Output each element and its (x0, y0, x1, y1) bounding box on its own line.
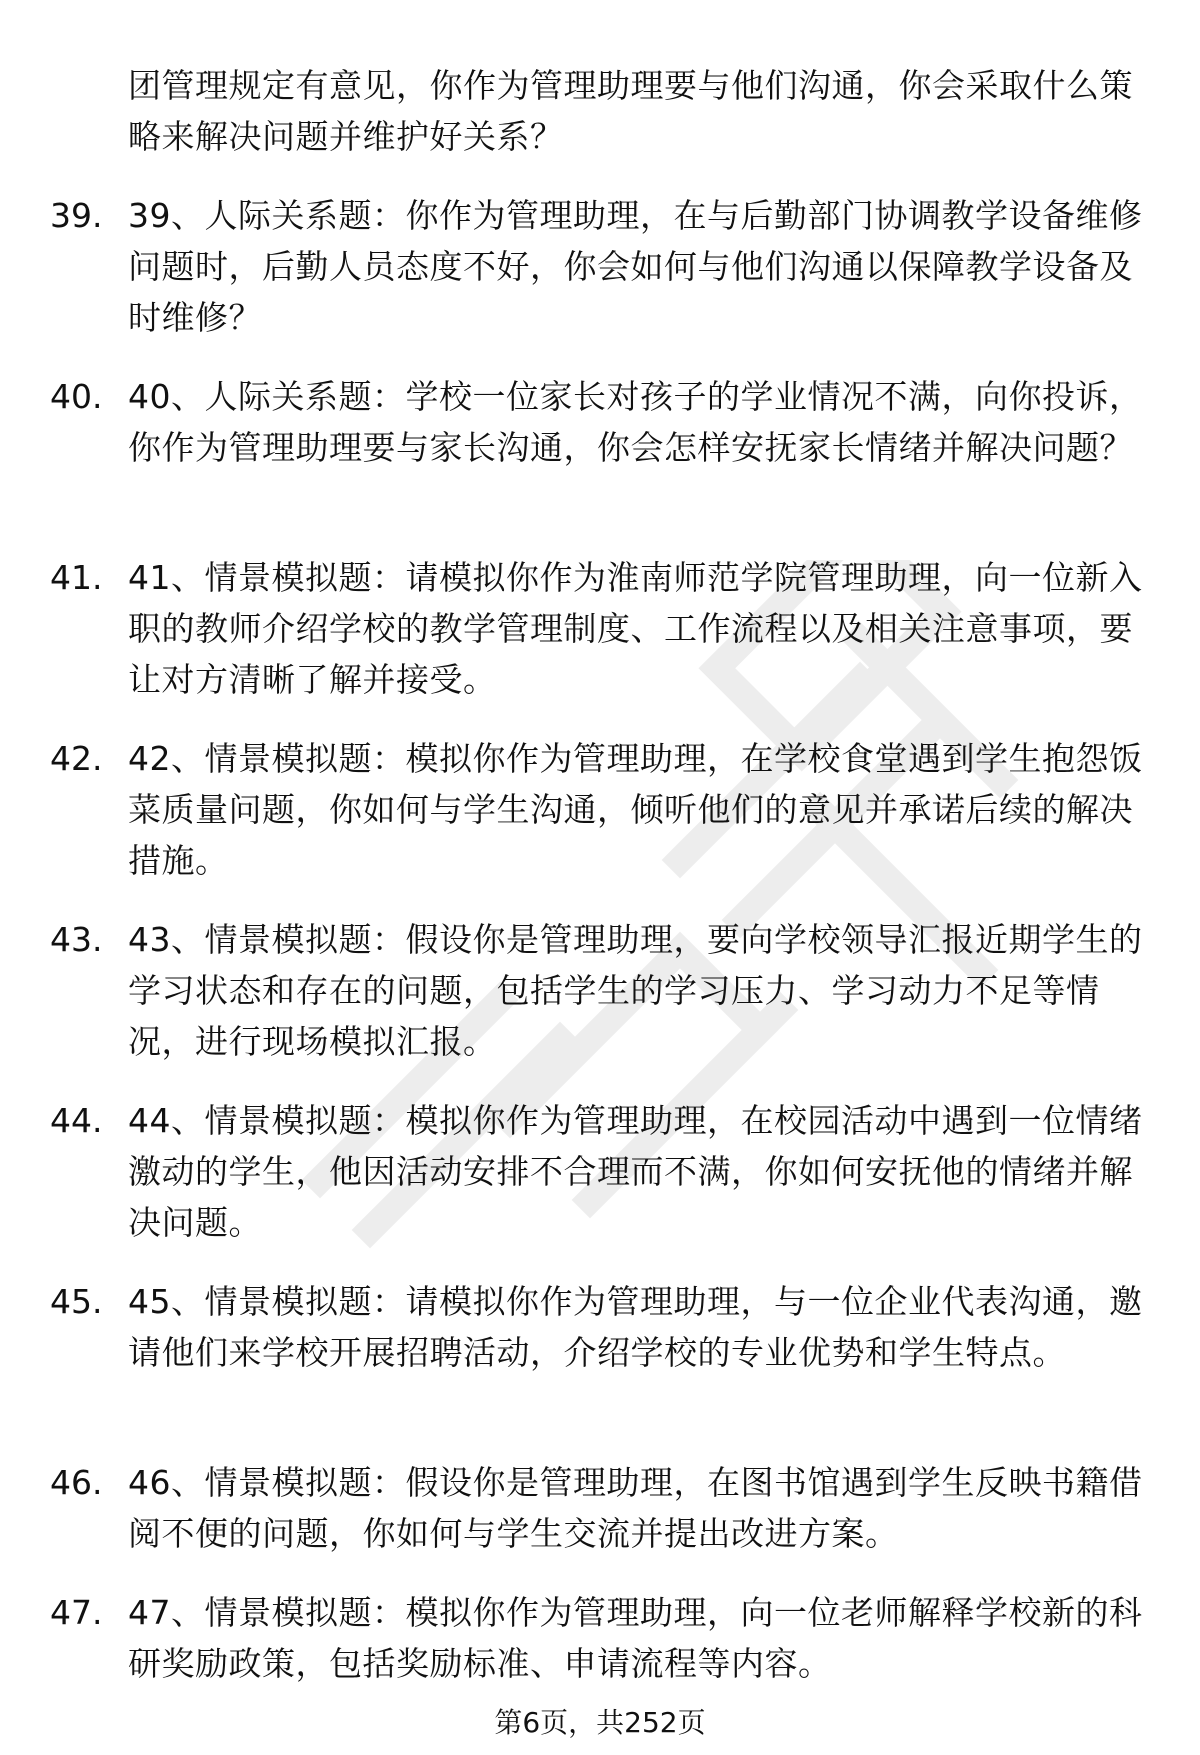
question-number: 39. (50, 196, 103, 235)
question-item (0, 1587, 1200, 1697)
question-item (0, 914, 1200, 1095)
question-number: 44. (50, 1101, 103, 1140)
question-number: 40. (50, 377, 103, 416)
question-number: 45. (50, 1282, 103, 1321)
question-text: 44、情景模拟题：模拟你作为管理助理，在校园活动中遇到一位情绪激动的学生，他因活动安排不合理而不满，你如何安抚他的情绪并解决问题。 (128, 1101, 1143, 1242)
question-text: 42、情景模拟题：模拟你作为管理助理，在学校食堂遇到学生抱怨饭菜质量问题，你如何与学生沟通，倾听他们的意见并承诺后续的解决措施。 (128, 739, 1143, 880)
question-item (0, 733, 1200, 914)
question-text: 46、情景模拟题：假设你是管理助理，在图书馆遇到学生反映书籍借阅不便的问题，你如何与学生交流并提出改进方案。 (128, 1463, 1143, 1553)
question-list (0, 190, 1200, 1697)
question-item (0, 190, 1200, 371)
question-number: 47. (50, 1593, 103, 1632)
question-text: 43、情景模拟题：假设你是管理助理，要向学校领导汇报近期学生的学习状态和存在的问题，包括学生的学习压力、学习动力不足等情况，进行现场模拟汇报。 (128, 920, 1143, 1061)
question-number: 46. (50, 1463, 103, 1502)
question-text: 40、人际关系题：学校一位家长对孩子的学业情况不满，向你投诉，你作为管理助理要与家长沟通，你会怎样安抚家长情绪并解决问题？ (128, 377, 1143, 467)
page-footer: 第6页，共252页 (494, 1706, 706, 1739)
question-number: 43. (50, 920, 103, 959)
continuation-text: 团管理规定有意见，你作为管理助理要与他们沟通，你会采取什么策略来解决问题并维护好关系？ (128, 66, 1133, 156)
question-text: 47、情景模拟题：模拟你作为管理助理，向一位老师解释学校新的科研奖励政策，包括奖励标准、申请流程等内容。 (128, 1593, 1143, 1683)
question-text: 41、情景模拟题：请模拟你作为淮南师范学院管理助理，向一位新入职的教师介绍学校的教学管理制度、工作流程以及相关注意事项，要让对方清晰了解并接受。 (128, 558, 1143, 699)
question-number: 41. (50, 558, 103, 597)
question-text: 39、人际关系题：你作为管理助理，在与后勤部门协调教学设备维修问题时，后勤人员态度不好，你会如何与他们沟通以保障教学设备及时维修？ (128, 196, 1143, 337)
question-item (0, 1276, 1200, 1457)
question-item (0, 371, 1200, 552)
question-item (0, 552, 1200, 733)
question-number: 42. (50, 739, 103, 778)
question-item (0, 1457, 1200, 1587)
question-item (0, 1095, 1200, 1276)
question-text: 45、情景模拟题：请模拟你作为管理助理，与一位企业代表沟通，邀请他们来学校开展招聘活动，介绍学校的专业优势和学生特点。 (128, 1282, 1143, 1372)
